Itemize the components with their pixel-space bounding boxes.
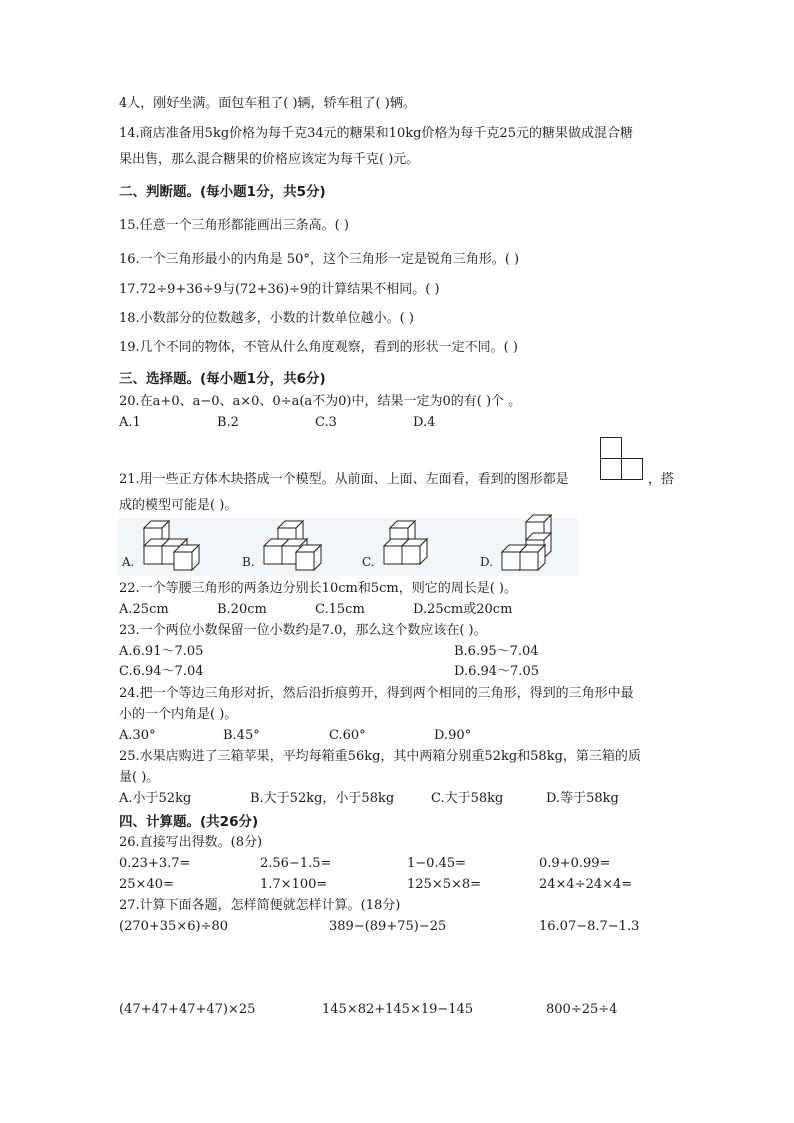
svg-text:D.: D. [480,555,494,569]
section-judgement-title: 二、判断题。(每小题1分，共5分) [119,184,326,200]
question-21-line2: 成的模型可能是( )。 [119,498,238,513]
view-shape-figure [600,437,644,481]
q22-option-c: C.15cm [315,602,365,617]
q24-option-c: C.60° [329,728,366,743]
question-19: 19.几个不同的物体，不管从什么角度观察，看到的形状一定不同。( ) [119,340,518,355]
question-25-line1: 25.水果店购进了三箱苹果，平均每箱重56kg，其中两箱分别重52kg和58kg，第三箱的质 [119,749,641,764]
expr-2: 389−(89+75)−25 [329,919,447,934]
question-24-line1: 24.把一个等边三角形对折，然后沿折痕剪开，得到两个相同的三角形，得到的三角形中最 [119,686,634,701]
question-23: 23.一个两位小数保留一位小数约是7.0，那么这个数应该在( )。 [119,623,487,638]
question-20: 20.在a+0、a−0、a×0、0÷a(a不为0)中，结果一定为0的有( )个 。 [119,394,522,409]
q25-option-a: A.小于52kg [119,791,192,806]
q14-line1: 14.商店准备用5kg价格为每千克34元的糖果和10kg价格为每千克25元的糖果做成混合糖 [119,126,633,141]
question-21-line1: 21.用一些正方体木块搭成一个模型。从前面、上面、左面看，看到的图形都是 [119,472,569,487]
q23-option-a: A.6.91～7.05 [119,644,204,659]
expr-6: 800÷25÷4 [546,1002,618,1017]
question-22: 22.一个等腰三角形的两条边分别长10cm和5cm，则它的周长是( )。 [119,581,517,596]
calc-2: 2.56−1.5= [260,856,332,871]
question-15: 15.任意一个三角形都能画出三条高。( ) [119,218,349,233]
calc-8: 24×4÷24×4= [539,877,633,892]
section-calc-title: 四、计算题。(共26分) [119,814,259,830]
q23-option-d: D.6.94～7.05 [454,664,539,679]
svg-text:C.: C. [362,555,375,569]
calc-6: 1.7×100= [260,877,328,892]
q25-option-c: C.大于58kg [431,791,504,806]
calc-1: 0.23+3.7= [119,856,191,871]
q23-option-c: C.6.94～7.04 [119,664,204,679]
section-choice-title: 三、选择题。(每小题1分，共6分) [119,371,326,387]
q13-continuation: 4人，刚好坐满。面包车租了( )辆，轿车租了( )辆。 [119,96,416,111]
expr-4: (47+47+47+47)×25 [119,1002,256,1017]
q22-option-a: A.25cm [119,602,169,617]
calc-7: 125×5×8= [407,877,482,892]
question-21-line1-end: ，搭 [648,472,675,487]
question-26: 26.直接写出得数。(8分) [119,835,263,850]
q20-option-a: A.1 [119,415,141,430]
question-27: 27.计算下面各题，怎样简便就怎样计算。(18分) [119,898,401,913]
calc-5: 25×40= [119,877,174,892]
question-18: 18.小数部分的位数越多，小数的计数单位越小。( ) [119,311,414,326]
svg-text:A.: A. [122,555,135,569]
question-25-line2: 量( )。 [119,770,160,785]
expr-5: 145×82+145×19−145 [322,1002,474,1017]
cube-models-figure [118,514,578,578]
expr-1: (270+35×6)÷80 [119,919,228,934]
q23-option-b: B.6.95～7.04 [454,644,539,659]
calc-4: 0.9+0.99= [539,856,611,871]
svg-text:B.: B. [242,555,255,569]
q20-option-d: D.4 [413,415,436,430]
expr-3: 16.07−8.7−1.3 [539,919,640,934]
q20-option-b: B.2 [217,415,239,430]
q25-option-b: B.大于52kg，小于58kg [250,791,395,806]
question-24-line2: 小的一个内角是( )。 [119,707,238,722]
q22-option-b: B.20cm [217,602,267,617]
calc-3: 1−0.45= [407,856,467,871]
q24-option-a: A.30° [119,728,156,743]
question-16: 16.一个三角形最小的内角是 50°，这个三角形一定是锐角三角形。( ) [119,252,520,267]
q25-option-d: D.等于58kg [546,791,619,806]
q24-option-d: D.90° [434,728,472,743]
q20-option-c: C.3 [315,415,337,430]
question-17: 17.72÷9+36÷9与(72+36)÷9的计算结果不相同。( ) [119,282,440,297]
q14-line2: 果出售，那么混合糖果的价格应该定为每千克( )元。 [119,152,420,167]
q22-option-d: D.25cm或20cm [413,602,513,617]
q24-option-b: B.45° [223,728,260,743]
